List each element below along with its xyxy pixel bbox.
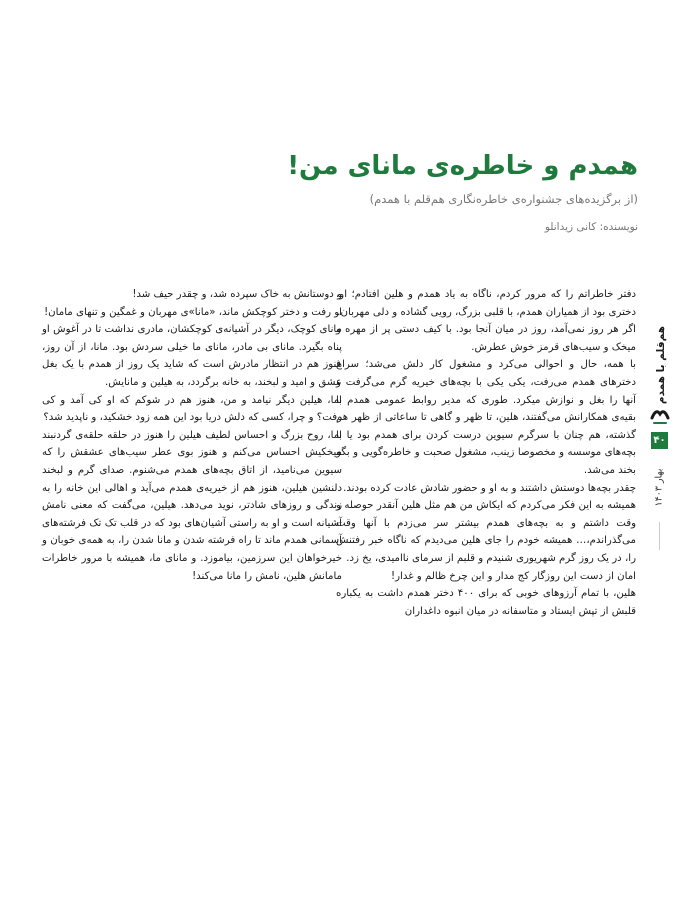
- paragraph: دفتر خاطراتم را که مرور کردم، ناگاه به یاد همدم و هلین افتادم؛ او، دختری بود از همیاران همدم، با قلبی بزرگ، رویی گشاده و دلی مهربان.: [336, 289, 636, 318]
- paragraph: اما، روح بزرگ و احساس لطیف هیلین را هنوز در حلقه حلقه‌ی گردنبند میخکیش احساس می‌کنم و هنوز بوی عطر سیب‌های عشقش را که سیوین می‌نامید، از اتاق بچه‌های همدم می‌شنوم. صدای گرم و لبخند دلنشین هیلین، هنوز هم از خیریه‌ی همدم می‌آید و اهالی این خانه را به زندگی و روزهای شادتر، نوید می‌دهد. هیلین، می‌گفت که معنی نامش آشیانه است و او به راستی آشیان‌های بود که در قلب تک تک فرشته‌های آسمانی همدم ماند تا راه فرشته شدن و مانا شدن را، به همه‌ی خوبان و خیرخواهان این سرزمین، بیاموزد. و مانای ما، همیشه با مرور خاطرات مامانش هلین، نامش را مانا می‌کند!: [42, 429, 342, 582]
- paragraph: با همه، حال و احوالی می‌کرد و مشغول کار دلش می‌شد؛ سراغ دخترهای همدم می‌رفت، یکی یکی با بچه‌های خیریه گرم می‌گرفت و آنها را بغل و نوازش میکرد. طوری که مدیر روابط عمومی همدم با بقیه‌ی همکارانش می‌گفتند، هلین، تا ظهر و گاهی تا ساعاتی از ظهر هم گذشته، هم چنان با سرگرم سیوین درست کردن برای همدم بود یا با بچه‌های موسسه و مخصوصا زینب، مشغول صحبت و خاطره‌گویی و بگو بخند می‌شد.: [336, 359, 636, 476]
- paragraph: چقدر بچه‌ها دوستش داشتند و به او و حضور شادش عادت کرده بودند.: [343, 482, 636, 494]
- paragraph: مانای کوچک، دیگر در آشیانه‌ی کوچکشان، مادری نداشت تا در آغوش او پناه بگیرد. مانای بی مادر، مانای ما خیلی سردش بود. مانا، از آن روز، هنوز هم در انتظار مادرش است که شاید یک روز از همدم با یک بغل عشق و امید و لبخند، به خانه برگردد، به هیلین و مانایش.: [42, 324, 342, 388]
- column-left: [42, 286, 342, 585]
- section-label: [650, 320, 672, 410]
- article-author: نویسنده: کانی زیدانلو: [544, 221, 638, 233]
- paragraph: همیشه به این فکر می‌کردم که ایکاش من هم مثل هلین آنقدر حوصله و وقت داشتم و به بچه‌های همدم بیشتر سر می‌زدم با آنها وقت می‌گذراندم،… همیشه خودم را جای هلین می‌دیدم که ناگاه خبر رفتنش را، در یک روز گرم شهریوری شنیدم و قلبم از سرمای ناامیدی، یخ زد.: [336, 500, 636, 564]
- hamdam-logo-icon: [650, 404, 670, 426]
- paragraph: اما، هیلین دیگر نیامد و من، هنوز هم در شوکم که او کی آمد و کی رفت؟ و چرا، کسی که دلش دریا بود این همه زود خشکید، و ناپدید شد؟: [42, 394, 342, 424]
- divider: [659, 522, 660, 550]
- section-label-text: هم‌قلم با همدم: [655, 325, 667, 405]
- page-number: ۴۰: [651, 432, 668, 449]
- column-right: [336, 286, 636, 620]
- paragraph: هلین، با تمام آرزوهای خوبی که برای ۴۰۰ دختر همدم داشت به یکباره قلبش از تپش ایستاد و متاسفانه در میان انبوه داغداران: [336, 588, 636, 617]
- article-subtitle: (از برگزیده‌های جشنواره‌ی خاطره‌نگاری هم‌قلم با همدم): [369, 192, 638, 206]
- issue-date: [648, 452, 670, 522]
- paragraph: و دوستانش به خاک سپرده شد، و چقدر حیف شد!: [132, 289, 342, 300]
- paragraph: او رفت و دختر کوچکش ماند، «مانا»ی مهربان و غمگین و تنهای مامان!: [44, 306, 342, 318]
- issue-date-text: بهار ۱۴۰۳: [653, 468, 665, 506]
- article-title: همدم و خاطره‌ی مانای من!: [287, 151, 638, 181]
- paragraph: امان از دست این روزگار کج مدار و این چرخ ظالم و غدار!: [391, 570, 636, 582]
- paragraph: اگر هر روز نمی‌آمد، روز در میان آنجا بود. با کیف دستی پر از مهره و میخک و سیب‌های قرمز خوش عطرش.: [336, 324, 636, 353]
